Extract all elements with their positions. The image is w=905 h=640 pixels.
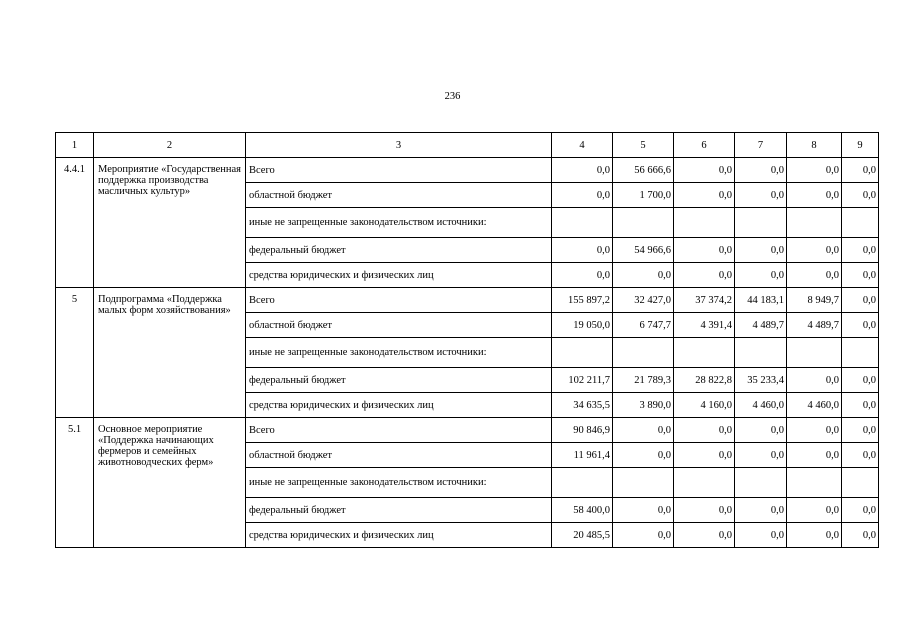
amount-cell: [674, 338, 735, 368]
amount-cell: 0,0: [552, 238, 613, 263]
amount-cell: 0,0: [552, 263, 613, 288]
amount-cell: 0,0: [842, 393, 879, 418]
amount-cell: [674, 468, 735, 498]
item-code: 5.1: [56, 418, 94, 548]
amount-cell: [842, 468, 879, 498]
funding-source: средства юридических и физических лиц: [246, 523, 552, 548]
amount-cell: 0,0: [735, 238, 787, 263]
amount-cell: 4 489,7: [787, 313, 842, 338]
amount-cell: 44 183,1: [735, 288, 787, 313]
amount-cell: 0,0: [842, 238, 879, 263]
amount-cell: [842, 338, 879, 368]
funding-source: областной бюджет: [246, 443, 552, 468]
amount-cell: 0,0: [842, 263, 879, 288]
amount-cell: 0,0: [842, 368, 879, 393]
amount-cell: 11 961,4: [552, 443, 613, 468]
amount-cell: 0,0: [552, 158, 613, 183]
header-row: [56, 133, 879, 158]
amount-cell: 0,0: [787, 368, 842, 393]
amount-cell: 0,0: [552, 183, 613, 208]
amount-cell: 0,0: [735, 418, 787, 443]
amount-cell: 56 666,6: [613, 158, 674, 183]
funding-source: иные не запрещенные законодательством источники:: [246, 468, 552, 498]
amount-cell: [735, 468, 787, 498]
amount-cell: 4 460,0: [735, 393, 787, 418]
amount-cell: 0,0: [842, 443, 879, 468]
amount-cell: [674, 208, 735, 238]
amount-cell: 0,0: [787, 158, 842, 183]
amount-cell: [613, 338, 674, 368]
funding-source: Всего: [246, 418, 552, 443]
amount-cell: 0,0: [674, 418, 735, 443]
column-header: 2: [94, 133, 246, 158]
column-header: 9: [842, 133, 879, 158]
amount-cell: 0,0: [735, 263, 787, 288]
amount-cell: [552, 208, 613, 238]
page-number: 236: [444, 91, 461, 102]
amount-cell: 19 050,0: [552, 313, 613, 338]
amount-cell: 32 427,0: [613, 288, 674, 313]
amount-cell: 90 846,9: [552, 418, 613, 443]
amount-cell: 0,0: [674, 263, 735, 288]
amount-cell: 0,0: [613, 263, 674, 288]
amount-cell: 0,0: [842, 158, 879, 183]
amount-cell: [787, 338, 842, 368]
funding-source: иные не запрещенные законодательством источники:: [246, 338, 552, 368]
amount-cell: 4 391,4: [674, 313, 735, 338]
item-code: 4.4.1: [56, 158, 94, 288]
amount-cell: [613, 208, 674, 238]
amount-cell: 0,0: [787, 183, 842, 208]
amount-cell: 0,0: [613, 498, 674, 523]
amount-cell: 0,0: [674, 443, 735, 468]
amount-cell: [787, 468, 842, 498]
item-name: Подпрограмма «Поддержка малых форм хозяйствования»: [94, 288, 246, 418]
amount-cell: 0,0: [787, 498, 842, 523]
amount-cell: 0,0: [735, 158, 787, 183]
amount-cell: 0,0: [842, 313, 879, 338]
amount-cell: 0,0: [674, 498, 735, 523]
column-header: 8: [787, 133, 842, 158]
amount-cell: 58 400,0: [552, 498, 613, 523]
table-row: [56, 418, 879, 443]
funding-source: областной бюджет: [246, 313, 552, 338]
table-row: [56, 158, 879, 183]
funding-source: иные не запрещенные законодательством источники:: [246, 208, 552, 238]
amount-cell: 35 233,4: [735, 368, 787, 393]
funding-source: федеральный бюджет: [246, 368, 552, 393]
funding-source: федеральный бюджет: [246, 498, 552, 523]
amount-cell: 0,0: [842, 183, 879, 208]
amount-cell: 0,0: [674, 523, 735, 548]
amount-cell: 0,0: [842, 418, 879, 443]
amount-cell: 0,0: [735, 183, 787, 208]
amount-cell: 0,0: [735, 443, 787, 468]
amount-cell: 4 160,0: [674, 393, 735, 418]
amount-cell: 0,0: [735, 523, 787, 548]
amount-cell: 54 966,6: [613, 238, 674, 263]
funding-source: средства юридических и физических лиц: [246, 393, 552, 418]
column-header: 3: [246, 133, 552, 158]
amount-cell: 0,0: [613, 418, 674, 443]
amount-cell: 37 374,2: [674, 288, 735, 313]
amount-cell: 34 635,5: [552, 393, 613, 418]
amount-cell: [552, 338, 613, 368]
amount-cell: 0,0: [787, 523, 842, 548]
column-header: 7: [735, 133, 787, 158]
amount-cell: [735, 338, 787, 368]
amount-cell: 102 211,7: [552, 368, 613, 393]
column-header: 4: [552, 133, 613, 158]
amount-cell: [552, 468, 613, 498]
funding-source: Всего: [246, 288, 552, 313]
amount-cell: 0,0: [787, 443, 842, 468]
amount-cell: 4 489,7: [735, 313, 787, 338]
amount-cell: 0,0: [842, 523, 879, 548]
table-row: [56, 288, 879, 313]
amount-cell: 21 789,3: [613, 368, 674, 393]
amount-cell: 155 897,2: [552, 288, 613, 313]
amount-cell: 8 949,7: [787, 288, 842, 313]
item-name: Основное мероприятие «Поддержка начинающих фермеров и семейных животноводческих ферм»: [94, 418, 246, 548]
budget-table: [55, 132, 879, 548]
amount-cell: 6 747,7: [613, 313, 674, 338]
column-header: 1: [56, 133, 94, 158]
amount-cell: 0,0: [613, 523, 674, 548]
amount-cell: [787, 208, 842, 238]
item-name: Мероприятие «Государственная поддержка производства масличных культур»: [94, 158, 246, 288]
amount-cell: 4 460,0: [787, 393, 842, 418]
amount-cell: [735, 208, 787, 238]
amount-cell: 0,0: [787, 418, 842, 443]
amount-cell: 0,0: [735, 498, 787, 523]
item-code: 5: [56, 288, 94, 418]
amount-cell: 0,0: [842, 288, 879, 313]
funding-source: средства юридических и физических лиц: [246, 263, 552, 288]
amount-cell: [842, 208, 879, 238]
amount-cell: 28 822,8: [674, 368, 735, 393]
amount-cell: [613, 468, 674, 498]
amount-cell: 3 890,0: [613, 393, 674, 418]
column-header: 5: [613, 133, 674, 158]
amount-cell: 0,0: [674, 238, 735, 263]
amount-cell: 20 485,5: [552, 523, 613, 548]
amount-cell: 0,0: [842, 498, 879, 523]
amount-cell: 0,0: [674, 183, 735, 208]
amount-cell: 0,0: [613, 443, 674, 468]
column-header: 6: [674, 133, 735, 158]
amount-cell: 0,0: [787, 263, 842, 288]
funding-source: областной бюджет: [246, 183, 552, 208]
funding-source: федеральный бюджет: [246, 238, 552, 263]
amount-cell: 1 700,0: [613, 183, 674, 208]
amount-cell: 0,0: [787, 238, 842, 263]
funding-source: Всего: [246, 158, 552, 183]
amount-cell: 0,0: [674, 158, 735, 183]
